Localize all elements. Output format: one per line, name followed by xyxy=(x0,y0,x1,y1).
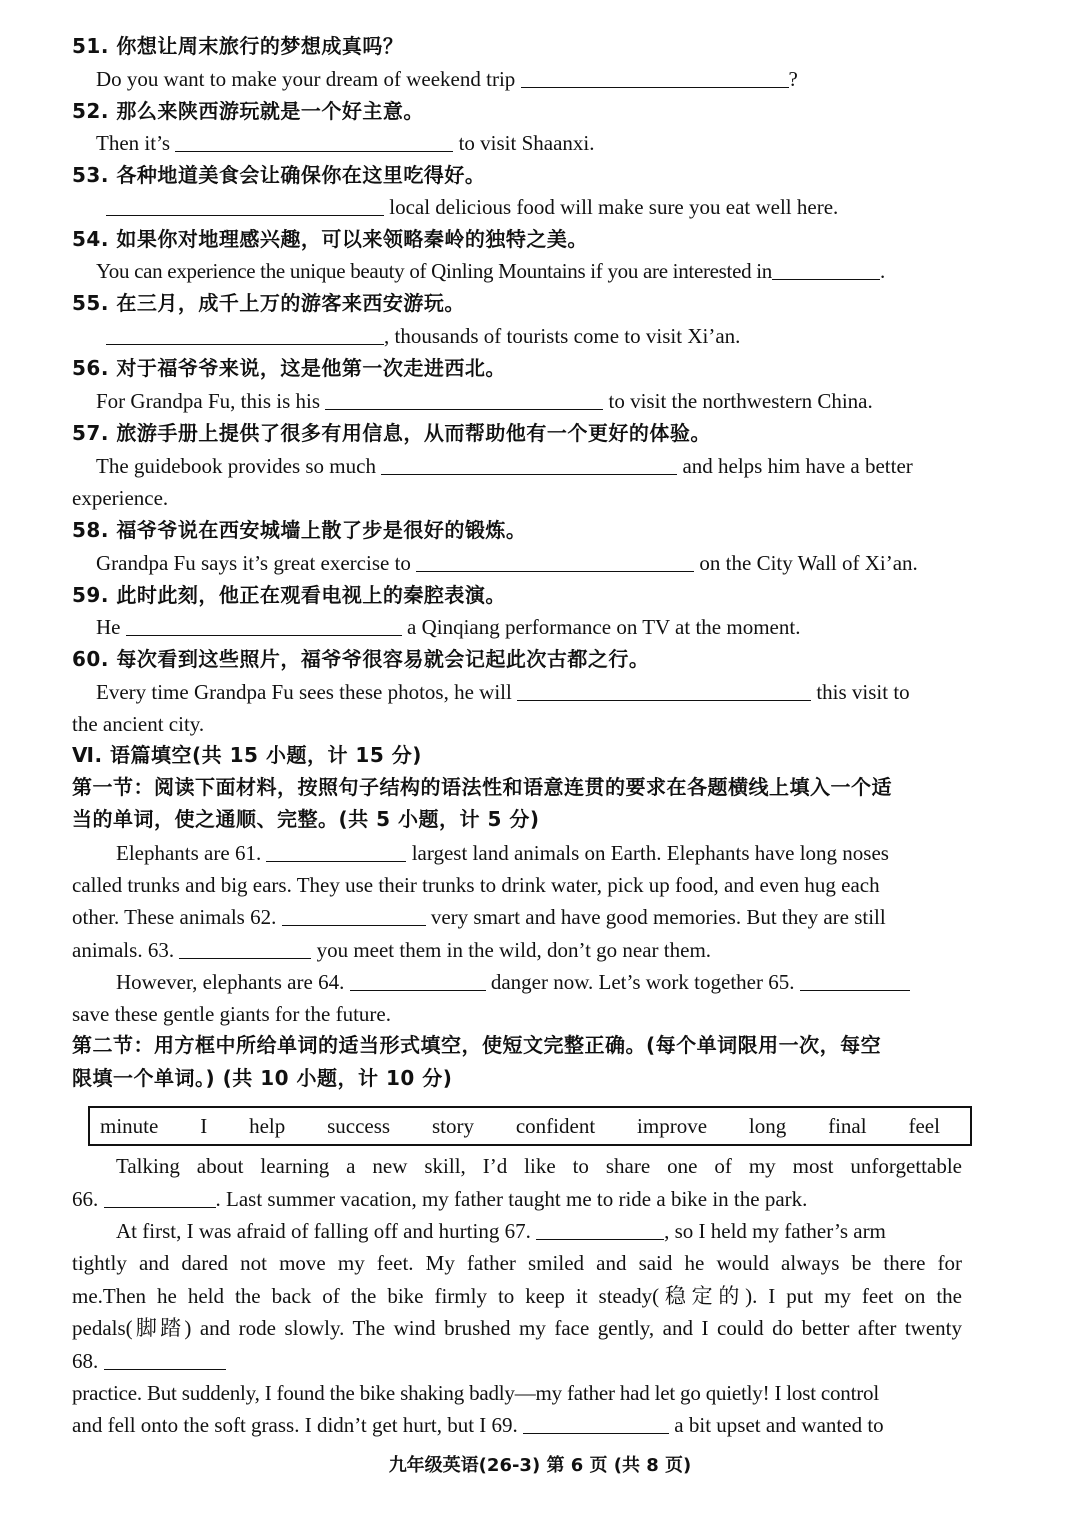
q52-chinese: 52. 那么来陕西游玩就是一个好主意。 xyxy=(72,99,424,123)
passage1-line: called trunks and big ears. They use their trunks to drink water, pick up food, and even hug each xyxy=(72,873,880,897)
word-box-item: help xyxy=(249,1113,286,1138)
q55-blank[interactable] xyxy=(106,324,384,345)
word-box-item: minute xyxy=(100,1113,159,1138)
passage2-line: practice. But suddenly, I found the bike shaking badly—my father had let go quietly! I lost control xyxy=(72,1381,879,1405)
q63-blank[interactable] xyxy=(179,938,311,959)
q69-blank[interactable] xyxy=(523,1413,669,1434)
passage2-line: pedals(脚踏) and rode slowly. The wind brushed my face gently, and I could do better after twenty xyxy=(72,1316,962,1340)
q51-blank[interactable] xyxy=(521,67,789,88)
word-box-item: feel xyxy=(908,1113,940,1138)
q56-english: For Grandpa Fu, this is his to visit the northwestern China. xyxy=(96,389,873,413)
part2-instruction: 第二节：用方框中所给单词的适当形式填空，使短文完整正确。(每个单词限用一次，每空 xyxy=(72,1033,882,1057)
q55-english: , thousands of tourists come to visit Xi’an. xyxy=(72,320,996,352)
passage1-line: save these gentle giants for the future. xyxy=(72,1002,391,1026)
passage2-line: 66. . Last summer vacation, my father taught me to ride a bike in the park. xyxy=(72,1187,808,1211)
passage2-line: Talking about learning a new skill, I’d like to share one of my most unforgettable xyxy=(116,1154,962,1178)
word-box-item: story xyxy=(431,1113,474,1138)
q65-blank[interactable] xyxy=(800,970,910,991)
passage2-line: tightly and dared not move my feet. My father smiled and said he would always be there for xyxy=(72,1251,962,1275)
q51-chinese: 51. 你想让周末旅行的梦想成真吗？ xyxy=(72,34,404,58)
q59-english: He a Qinqiang performance on TV at the moment. xyxy=(96,615,801,639)
q57-english-cont: experience. xyxy=(72,486,169,510)
word-box-item: I xyxy=(200,1113,208,1138)
q60-english: Every time Grandpa Fu sees these photos, he will this visit to xyxy=(96,680,910,704)
q58-english: Grandpa Fu says it’s great exercise to on the City Wall of Xi’an. xyxy=(96,551,918,575)
q64-blank[interactable] xyxy=(350,970,486,991)
q55-chinese: 55. 在三月，成千上万的游客来西安游玩。 xyxy=(72,291,465,315)
q60-blank[interactable] xyxy=(517,680,811,701)
q53-english: local delicious food will make sure you eat well here. xyxy=(72,191,996,223)
q66-blank[interactable] xyxy=(104,1187,216,1208)
q57-blank[interactable] xyxy=(381,454,677,475)
passage2-line: At first, I was afraid of falling off and hurting 67. , so I held my father’s arm xyxy=(116,1219,886,1243)
q68-blank[interactable] xyxy=(104,1349,226,1370)
part1-instruction: 第一节：阅读下面材料，按照句子结构的语法性和语意连贯的要求在各题横线上填入一个适 xyxy=(72,775,892,799)
passage1-line: Elephants are 61. largest land animals on Earth. Elephants have long noses xyxy=(116,841,889,865)
passage2-line: and fell onto the soft grass. I didn’t get hurt, but I 69. a bit upset and wanted to xyxy=(72,1413,884,1437)
page-footer: 九年级英语(26-3) 第 6 页 (共 8 页) xyxy=(388,1455,692,1476)
q51-english: Do you want to make your dream of weekend trip ? xyxy=(96,67,798,91)
q54-chinese: 54. 如果你对地理感兴趣，可以来领略秦岭的独特之美。 xyxy=(72,227,588,251)
q62-blank[interactable] xyxy=(282,905,426,926)
word-box-item: improve xyxy=(637,1113,708,1138)
passage1-line: However, elephants are 64. danger now. Let’s work together 65. xyxy=(72,966,1006,998)
q57-chinese: 57. 旅游手册上提供了很多有用信息，从而帮助他有一个更好的体验。 xyxy=(72,421,711,445)
passage2-line: me.Then he held the back of the bike firmly to keep it steady(稳定的). I put my feet on the xyxy=(72,1284,962,1308)
passage1-line: animals. 63. you meet them in the wild, don’t go near them. xyxy=(72,938,712,962)
word-box-item: long xyxy=(748,1113,787,1138)
q53-chinese: 53. 各种地道美食会让确保你在这里吃得好。 xyxy=(72,163,486,187)
q61-blank[interactable] xyxy=(266,841,406,862)
q60-chinese: 60. 每次看到这些照片，福爷爷很容易就会记起此次古都之行。 xyxy=(72,647,650,671)
q57-english: The guidebook provides so much and helps him have a better xyxy=(96,454,913,478)
q53-blank[interactable] xyxy=(106,195,384,216)
section-title: Ⅵ. 语篇填空(共 15 小题，计 15 分) xyxy=(72,743,422,767)
word-box xyxy=(88,1106,972,1146)
q52-english: Then it’s to visit Shaanxi. xyxy=(96,131,595,155)
q56-blank[interactable] xyxy=(325,389,603,410)
q67-blank[interactable] xyxy=(536,1219,664,1240)
passage2-line: 68. xyxy=(72,1345,962,1377)
word-box-item: success xyxy=(327,1113,391,1138)
q56-chinese: 56. 对于福爷爷来说，这是他第一次走进西北。 xyxy=(72,356,506,380)
part1-instruction-cont: 当的单词，使之通顺、完整。(共 5 小题，计 5 分) xyxy=(72,807,540,831)
q60-english-cont: the ancient city. xyxy=(72,712,205,736)
q58-blank[interactable] xyxy=(416,551,694,572)
q52-blank[interactable] xyxy=(175,131,453,152)
word-box-item: final xyxy=(828,1113,867,1138)
q59-blank[interactable] xyxy=(126,615,402,636)
q58-chinese: 58. 福爷爷说在西安城墙上散了步是很好的锻炼。 xyxy=(72,518,527,542)
q59-chinese: 59. 此时此刻，他正在观看电视上的秦腔表演。 xyxy=(72,583,506,607)
q54-english: You can experience the unique beauty of Qinling Mountains if you are interested in . xyxy=(96,259,885,283)
passage1-line: other. These animals 62. very smart and have good memories. But they are still xyxy=(72,905,886,929)
word-box-item: confident xyxy=(515,1113,596,1138)
q54-blank[interactable] xyxy=(772,259,880,280)
part2-instruction-cont: 限填一个单词。) (共 10 小题，计 10 分) xyxy=(72,1066,453,1090)
